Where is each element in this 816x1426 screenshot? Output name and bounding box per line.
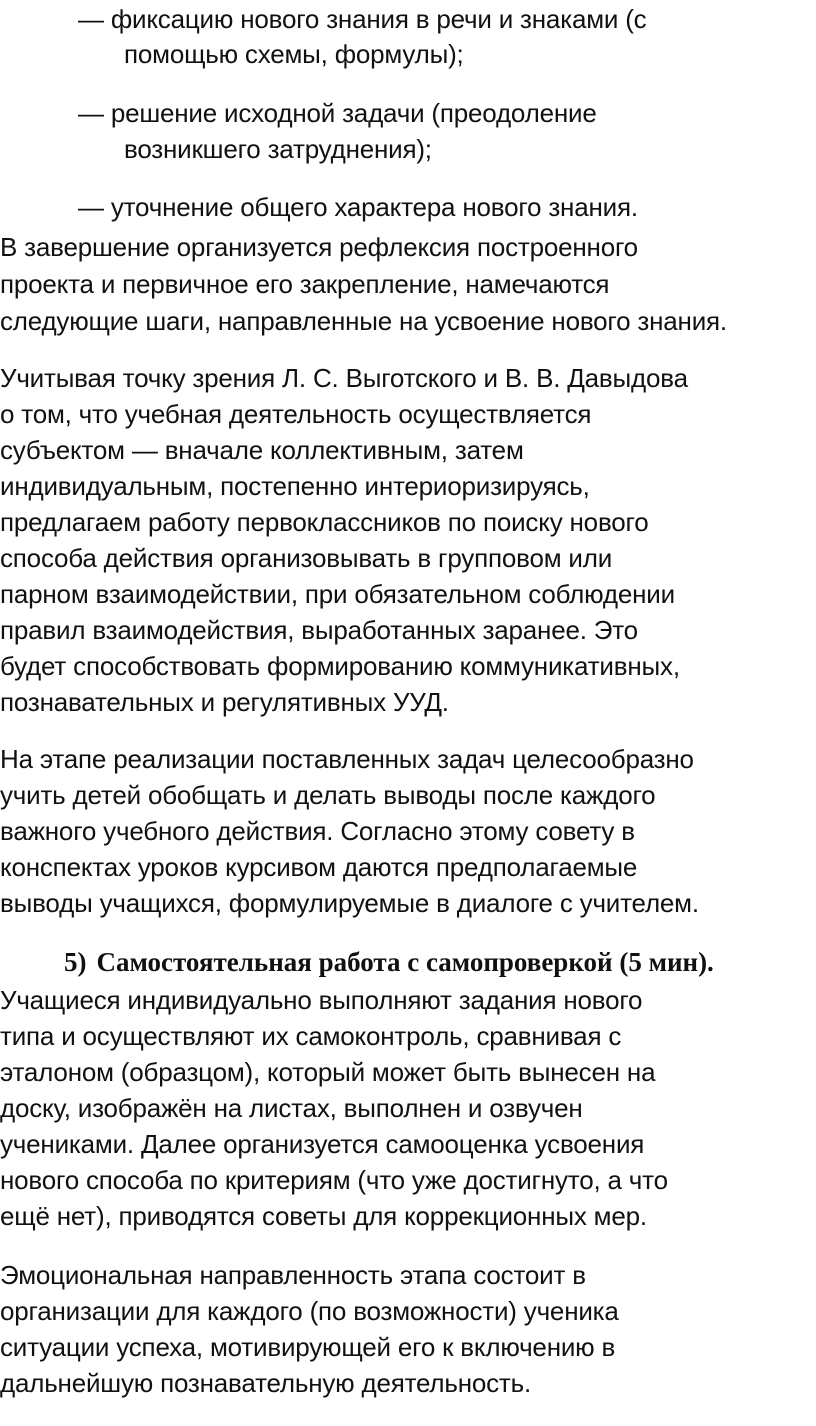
- section-heading: [64, 945, 714, 979]
- paragraph-line: нового способа по критериям (что уже достигнуто, а что: [0, 1165, 668, 1195]
- paragraph-line: организации для каждого (по возможности) ученика: [0, 1296, 619, 1326]
- paragraph-line: будет способствовать формированию коммуникативных,: [0, 651, 680, 681]
- paragraph-line: доску, изображён на листах, выполнен и озвучен: [0, 1093, 583, 1123]
- paragraph-line: Эмоциональная направленность этапа состоит в: [0, 1260, 586, 1290]
- section-number: 5): [64, 947, 87, 977]
- bullet-item-fixation: — фиксацию нового знания в речи и знаками (с: [78, 4, 647, 34]
- bullet-item-solution: — решение исходной задачи (преодоление: [78, 98, 597, 128]
- paragraph-line: парном взаимодействии, при обязательном соблюдении: [0, 579, 675, 609]
- paragraph-line: В завершение организуется рефлексия построенного: [0, 232, 638, 262]
- paragraph-line: проекта и первичное его закрепление, намечаются: [0, 269, 610, 299]
- paragraph-line: На этапе реализации поставленных задач целесообразно: [0, 744, 694, 774]
- paragraph-line: познавательных и регулятивных УУД.: [0, 687, 449, 717]
- section-title: Самостоятельная работа с самопроверкой (5 мин).: [96, 947, 714, 977]
- paragraph-line: типа и осуществляют их самоконтроль, сравнивая с: [0, 1021, 622, 1051]
- paragraph-line: Учитывая точку зрения Л. С. Выготского и В. В. Давыдова: [0, 363, 688, 393]
- paragraph-line: важного учебного действия. Согласно этому совету в: [0, 816, 635, 846]
- paragraph-line: эталоном (образцом), который может быть вынесен на: [0, 1057, 656, 1087]
- paragraph-line: субъектом — вначале коллективным, затем: [0, 435, 524, 465]
- paragraph-line: Учащиеся индивидуально выполняют задания нового: [0, 985, 643, 1015]
- paragraph-line: ситуации успеха, мотивирующей его к включению в: [0, 1332, 616, 1362]
- paragraph-line: предлагаем работу первоклассников по поиску нового: [0, 507, 649, 537]
- paragraph-line: дальнейшую познавательную деятельность.: [0, 1368, 532, 1398]
- bullet-item-solution-cont: возникшего затруднения);: [124, 134, 432, 164]
- paragraph-line: конспектах уроков курсивом даются предполагаемые: [0, 852, 638, 882]
- paragraph-line: ещё нет), приводятся советы для коррекционных мер.: [0, 1201, 647, 1231]
- bullet-item-clarification: — уточнение общего характера нового знания.: [78, 192, 638, 222]
- bullet-item-fixation-cont: помощью схемы, формулы);: [124, 39, 464, 69]
- paragraph-line: учить детей обобщать и делать выводы после каждого: [0, 780, 656, 810]
- paragraph-line: выводы учащихся, формулируемые в диалоге с учителем.: [0, 888, 699, 918]
- paragraph-line: о том, что учебная деятельность осуществляется: [0, 399, 592, 429]
- paragraph-line: следующие шаги, направленные на усвоение нового знания.: [0, 306, 727, 336]
- paragraph-line: способа действия организовывать в групповом или: [0, 543, 613, 573]
- paragraph-line: правил взаимодействия, выработанных заранее. Это: [0, 615, 638, 645]
- paragraph-line: учениками. Далее организуется самооценка усвоения: [0, 1129, 645, 1159]
- paragraph-line: индивидуальным, постепенно интериоризируясь,: [0, 471, 590, 501]
